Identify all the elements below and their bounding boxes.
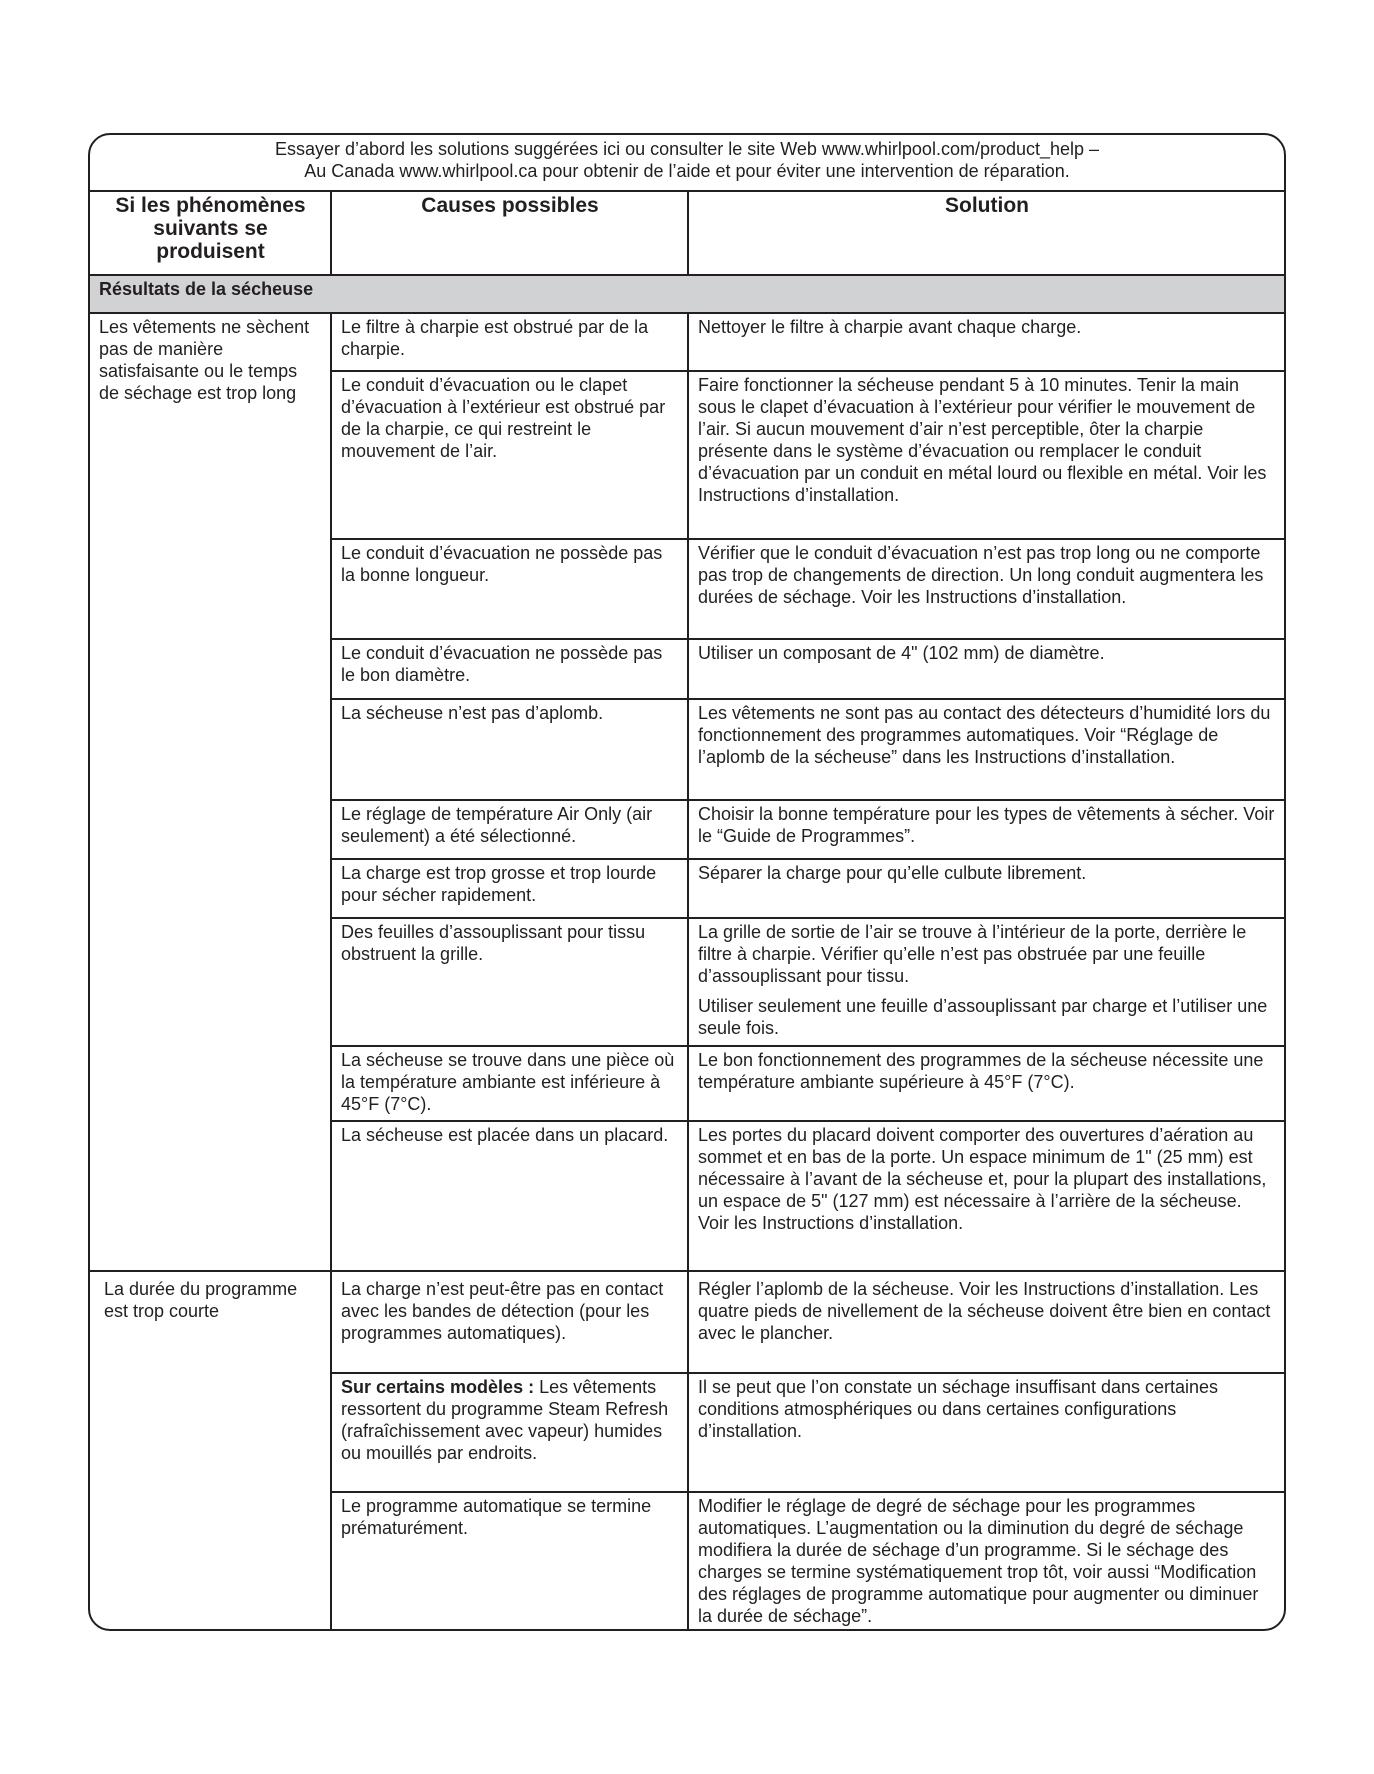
- header-causes: Causes possibles: [331, 192, 688, 275]
- intro-line-1: Essayer d’abord les solutions suggérées ici ou consulter le site Web www.whirlpool.com/product_help –: [274, 139, 1100, 159]
- cause-cell: Le conduit d’évacuation ne possède pas le bon diamètre.: [331, 639, 688, 699]
- solution-cell: Séparer la charge pour qu’elle culbute librement.: [688, 859, 1284, 918]
- cause-cell: La sécheuse est placée dans un placard.: [331, 1121, 688, 1271]
- cause-cell: [331, 1373, 688, 1492]
- solution-cell: Il se peut que l’on constate un séchage insuffisant dans certaines conditions atmosphériques ou dans certaines configurations d’installation.: [688, 1373, 1284, 1492]
- cause-cell: Le filtre à charpie est obstrué par de la charpie.: [331, 313, 688, 371]
- symptom-cell: Les vêtements ne sèchent pas de manière satisfaisante ou le temps de séchage est trop long: [90, 313, 331, 1271]
- cause-cell: La charge n’est peut-être pas en contact avec les bandes de détection (pour les programmes automatiques).: [331, 1271, 688, 1373]
- solution-cell: Choisir la bonne température pour les types de vêtements à sécher. Voir le “Guide de Programmes”.: [688, 800, 1284, 859]
- symptom-cell: La durée du programme est trop courte: [90, 1271, 331, 1631]
- solution-cell: Utiliser un composant de 4" (102 mm) de diamètre.: [688, 639, 1284, 699]
- intro-line-2: Au Canada www.whirlpool.ca pour obtenir de l’aide et pour éviter une intervention de réparation.: [304, 161, 1070, 181]
- troubleshooting-table: [90, 192, 1284, 1631]
- solution-cell: Nettoyer le filtre à charpie avant chaque charge.: [688, 313, 1284, 371]
- solution-cell: Les portes du placard doivent comporter des ouvertures d’aération au sommet et en bas de la porte. Un espace minimum de 1" (25 mm) est nécessaire à l’avant de la sécheuse et, pour la plupart des installations, un espace de 5" (127 mm) est nécessaire à l’arrière de la sécheuse. Voir les Instructions d’installation.: [688, 1121, 1284, 1271]
- solution-cell: Le bon fonctionnement des programmes de la sécheuse nécessite une température ambiante supérieure à 45°F (7°C).: [688, 1046, 1284, 1121]
- section-row: [90, 275, 1284, 313]
- solution-cell: Vérifier que le conduit d’évacuation n’est pas trop long ou ne comporte pas trop de changements de direction. Un long conduit augmentera les durées de séchage. Voir les Instructions d’installation.: [688, 539, 1284, 639]
- troubleshooting-frame: [88, 133, 1286, 1631]
- cause-cell: Le programme automatique se termine prématurément.: [331, 1492, 688, 1631]
- intro-banner: [90, 135, 1284, 192]
- cause-cell: Le conduit d’évacuation ou le clapet d’évacuation à l’extérieur est obstrué par de la charpie, ce qui restreint le mouvement de l’air.: [331, 371, 688, 539]
- solution-cell: Les vêtements ne sont pas au contact des détecteurs d’humidité lors du fonctionnement des programmes automatiques. Voir “Réglage de l’aplomb de la sécheuse” dans les Instructions d’installation.: [688, 699, 1284, 800]
- table-row: [90, 1271, 1284, 1373]
- cause-cell: Des feuilles d’assouplissant pour tissu obstruent la grille.: [331, 918, 688, 1046]
- section-title: Résultats de la sécheuse: [90, 275, 1284, 313]
- solution-paragraph: Utiliser seulement une feuille d’assouplissant par charge et l’utiliser une seule fois.: [698, 996, 1268, 1038]
- cause-cell: Le conduit d’évacuation ne possède pas la bonne longueur.: [331, 539, 688, 639]
- solution-paragraph: La grille de sortie de l’air se trouve à l’intérieur de la porte, derrière le filtre à charpie. Vérifier qu’elle n’est pas obstruée par une feuille d’assouplissant pour tissu.: [698, 922, 1247, 986]
- cause-cell: Le réglage de température Air Only (air seulement) a été sélectionné.: [331, 800, 688, 859]
- cause-lead: Sur certains modèles :: [341, 1377, 535, 1397]
- cause-cell: La charge est trop grosse et trop lourde pour sécher rapidement.: [331, 859, 688, 918]
- solution-cell: [688, 918, 1284, 1046]
- header-row: [90, 192, 1284, 275]
- header-symptom: Si les phénomènes suivants se produisent: [90, 192, 331, 275]
- solution-cell: Faire fonctionner la sécheuse pendant 5 à 10 minutes. Tenir la main sous le clapet d’évacuation à l’extérieur pour vérifier le mouvement de l’air. Si aucun mouvement d’air n’est perceptible, ôter la charpie présente dans le système d’évacuation ou remplacer le conduit d’évacuation par un conduit en métal lourd ou flexible en métal. Voir les Instructions d’installation.: [688, 371, 1284, 539]
- solution-cell: Modifier le réglage de degré de séchage pour les programmes automatiques. L’augmentation ou la diminution du degré de séchage modifiera la durée de séchage d’un programme. Si le séchage des charges se termine systématiquement trop tôt, voir aussi “Modification des réglages de programme automatique pour augmenter ou diminuer la durée de séchage”.: [698, 1496, 1259, 1626]
- table-row: [90, 313, 1284, 371]
- cause-text: Les vêtements ressortent du programme Steam Refresh (rafraîchissement avec vapeur) humides ou mouillés par endroits.: [341, 1377, 669, 1463]
- cause-cell: La sécheuse se trouve dans une pièce où la température ambiante est inférieure à 45°F (7°C).: [331, 1046, 688, 1121]
- header-solution: Solution: [688, 192, 1284, 275]
- cause-cell: La sécheuse n’est pas d’aplomb.: [331, 699, 688, 800]
- solution-cell: Régler l’aplomb de la sécheuse. Voir les Instructions d’installation. Les quatre pieds de nivellement de la sécheuse doivent être bien en contact avec le plancher.: [688, 1271, 1284, 1373]
